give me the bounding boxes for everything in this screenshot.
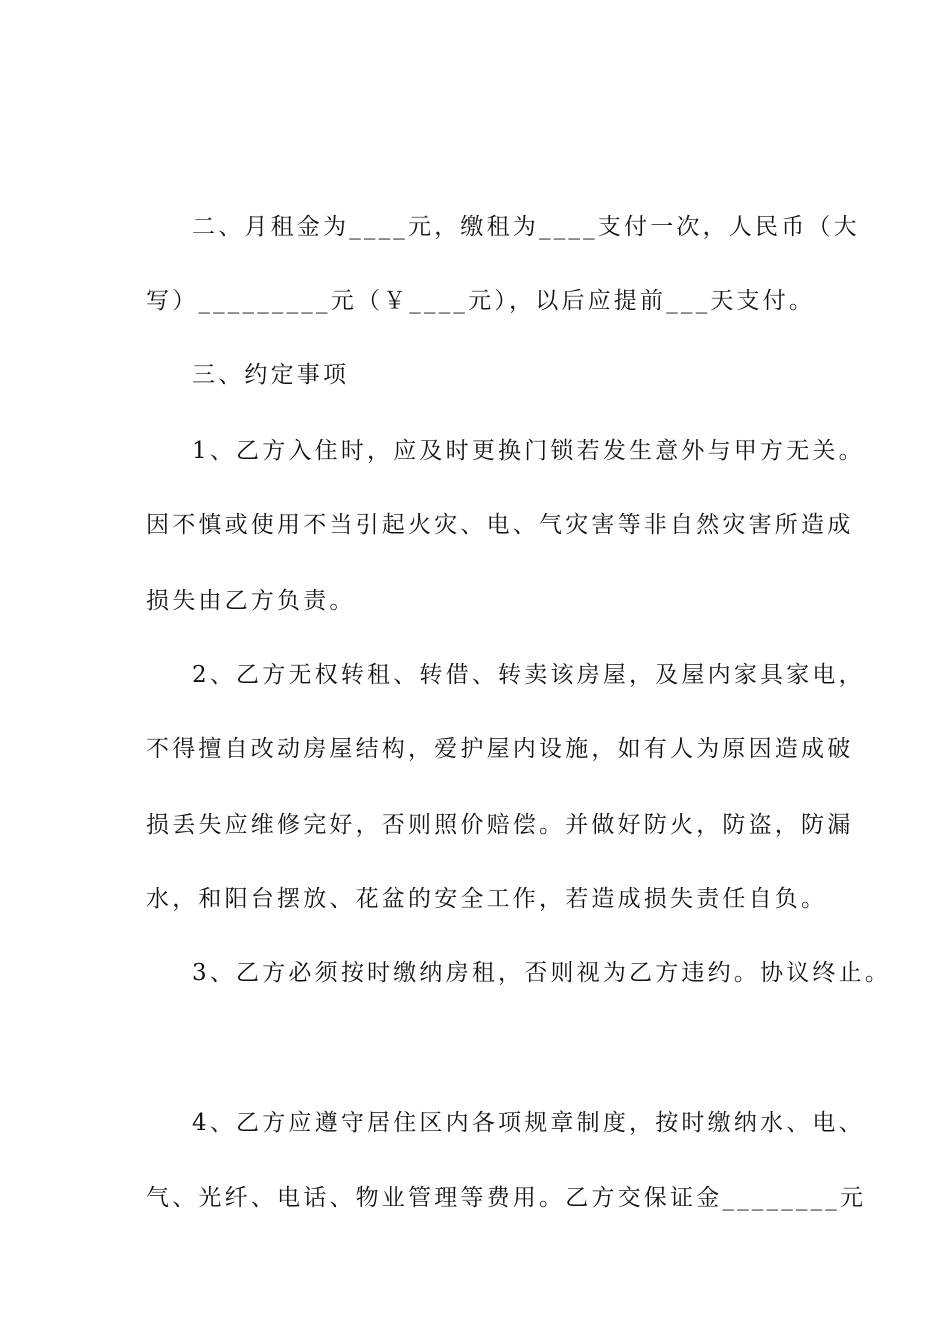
clause-4-line-2: 气、光纤、电话、物业管理等费用。乙方交保证金________元 xyxy=(146,1185,867,1211)
rent-clause-line-2: 写）_________元（￥____元），以后应提前___天支付。 xyxy=(146,288,816,314)
clause-2-line-2: 不得擅自改动房屋结构，爱护屋内设施，如有人为原因造成破 xyxy=(146,736,854,762)
clause-4-line-1: 4、乙方应遵守居住区内各项规章制度，按时缴纳水、电、 xyxy=(192,1110,865,1136)
clause-3-line-1: 3、乙方必须按时缴纳房租，否则视为乙方违约。协议终止。 xyxy=(192,960,892,986)
clause-2-line-3: 损丢失应维修完好，否则照价赔偿。并做好防火，防盗，防漏 xyxy=(146,812,854,838)
clause-1-line-2: 因不慎或使用不当引起火灾、电、气灾害等非自然灾害所造成 xyxy=(146,512,854,538)
section-heading-agreements: 三、约定事项 xyxy=(192,362,350,388)
clause-2-line-1: 2、乙方无权转租、转借、转卖该房屋，及屋内家具家电， xyxy=(192,662,865,688)
clause-2-line-4: 水，和阳台摆放、花盆的安全工作，若造成损失责任自负。 xyxy=(146,886,828,912)
rent-clause-line-1: 二、月租金为____元，缴租为____支付一次，人民币（大 xyxy=(192,214,860,240)
clause-1-line-3: 损失由乙方负责。 xyxy=(146,588,356,614)
clause-1-line-1: 1、乙方入住时，应及时更换门锁若发生意外与甲方无关。 xyxy=(192,438,865,464)
